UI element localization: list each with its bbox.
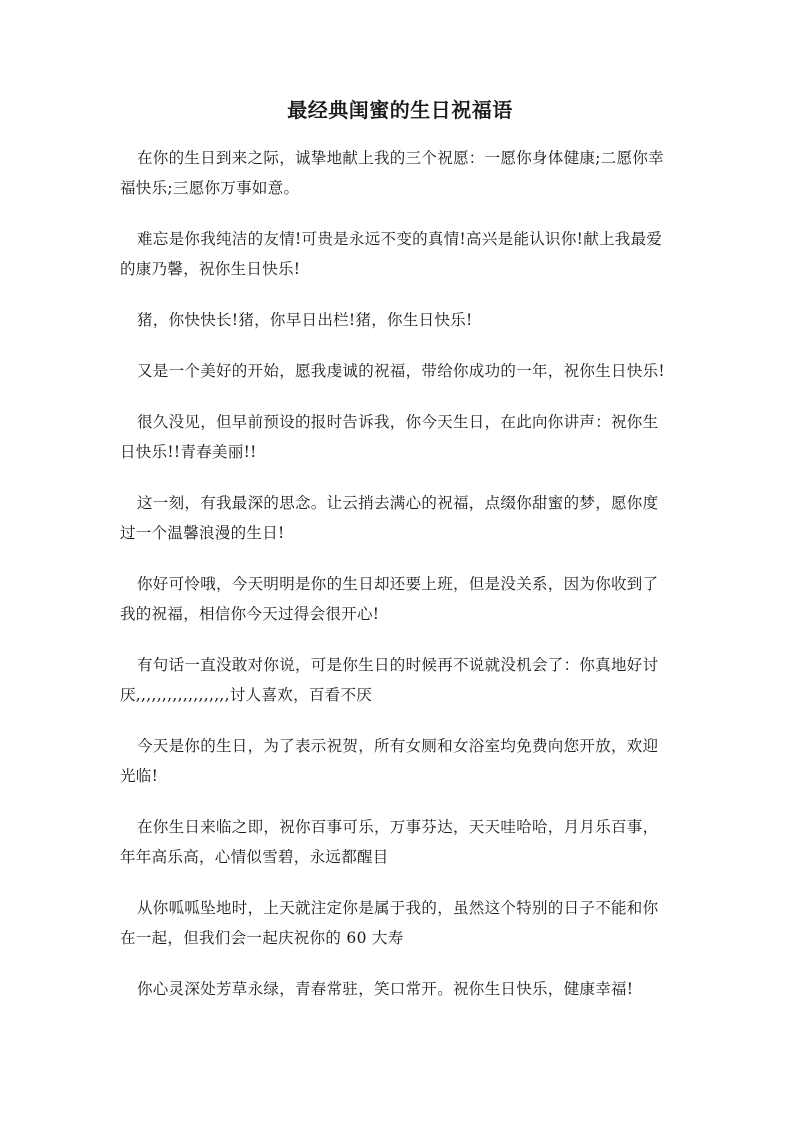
paragraph-12: 你心灵深处芳草永绿，青春常驻，笑口常开。祝你生日快乐，健康幸福! — [137, 980, 634, 998]
paragraph-5: 很久没见，但早前预设的报时告诉我，你今天生日，在此向你讲声：祝你生 日快乐!!青春美丽!! — [120, 413, 659, 461]
paragraph-10: 在你生日来临之即，祝你百事可乐，万事芬达，天天哇哈哈，月月乐百事， 年年高乐高，心情似雪碧，永远都醒目 — [120, 818, 659, 866]
paragraph-6: 这一刻，有我最深的思念。让云捎去满心的祝福，点缀你甜蜜的梦，愿你度 过一个温馨浪漫的生日! — [120, 494, 659, 542]
paragraph-9: 今天是你的生日，为了表示祝贺，所有女厕和女浴室均免费向您开放，欢迎 光临! — [120, 737, 659, 785]
paragraph-1: 在你的生日到来之际，诚挚地献上我的三个祝愿：一愿你身体健康;二愿你幸 福快乐;三愿你万事如意。 — [120, 149, 664, 197]
document-body — [120, 143, 686, 1025]
paragraph-7: 你好可怜哦，今天明明是你的生日却还要上班，但是没关系，因为你收到了 我的祝福，相信你今天过得会很开心! — [120, 575, 659, 623]
paragraph-2: 难忘是你我纯洁的友情!可贵是永远不变的真情!高兴是能认识你!献上我最爱 的康乃馨，祝你生日快乐! — [120, 230, 663, 278]
paragraph-4: 又是一个美好的开始，愿我虔诚的祝福，带给你成功的一年，祝你生日快乐! — [137, 362, 665, 380]
paragraph-8: 有句话一直没敢对你说，可是你生日的时候再不说就没机会了：你真地好讨 厌,,,,,,,,,,,,,,,,,,讨人喜欢，百看不厌 — [120, 656, 659, 704]
paragraph-3: 猪，你快快长!猪，你早日出栏!猪，你生日快乐! — [137, 311, 473, 329]
document-title: 最经典闺蜜的生日祝福语 — [287, 98, 513, 122]
paragraph-11: 从你呱呱坠地时，上天就注定你是属于我的，虽然这个特别的日子不能和你 在一起，但我们会一起庆祝你的 60 大寿 — [120, 899, 659, 947]
